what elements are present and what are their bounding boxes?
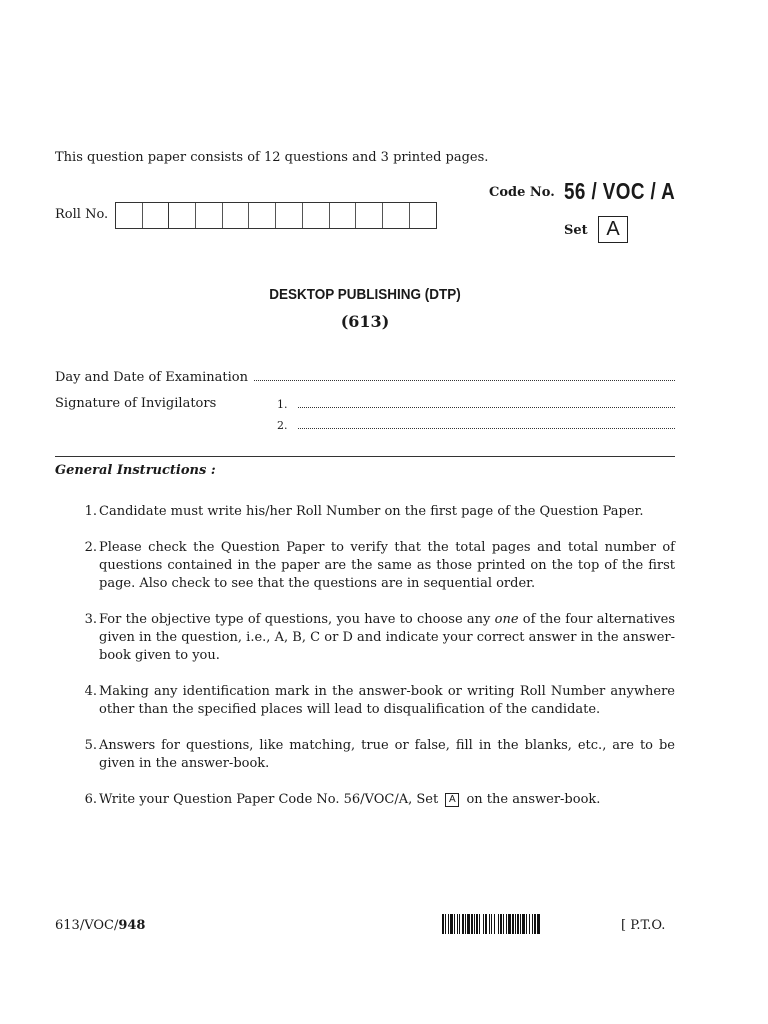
instruction-item [55,539,675,593]
instruction-text-part: For the objective type of questions, you have to choose any [99,612,495,627]
instruction-text [99,791,675,809]
instruction-number: 1. [84,504,97,519]
exam-date-row [55,368,675,385]
pto-label: [ P.T.O. [621,918,666,933]
instruction-text: Candidate must write his/her Roll Number on the first page of the Question Paper. [99,504,644,519]
roll-number-cell[interactable] [169,203,196,228]
roll-number-cell[interactable] [143,203,170,228]
instruction-text [99,611,675,665]
footer-code-number: 948 [118,918,146,933]
invigilator-2-num: 2. [277,419,288,432]
subject-title: DESKTOP PUBLISHING (DTP) [269,286,461,303]
general-instructions-heading: General Instructions : [55,463,216,478]
code-label: Code No. [489,185,555,200]
set-box: A [598,216,628,243]
exam-date-field[interactable] [254,368,675,381]
invigilator-2-field[interactable] [298,419,676,429]
footer-code-prefix: 613/VOC/ [55,918,119,933]
roll-number-cell[interactable] [116,203,143,228]
subject-code: (613) [340,312,390,331]
instruction-text: Answers for questions, like matching, true or false, fill in the blanks, etc., are to be given in the answer-book. [99,738,675,771]
instruction-number: 5. [84,738,97,753]
invigilator-1-num: 1. [277,398,288,411]
roll-number-cell[interactable] [276,203,303,228]
instruction-text-part: of the four alternatives given in the question, i.e., A, B, C or D and indicate your correct answer in the answer-book given to you. [99,612,675,663]
paper-intro: This question paper consists of 12 questions and 3 printed pages. [55,150,489,165]
instruction-number: 2. [84,540,97,555]
invigilator-2-row [277,419,675,432]
roll-number-cell[interactable] [383,203,410,228]
roll-number-cell[interactable] [330,203,357,228]
paper-code: 56 / VOC / A [564,178,676,204]
roll-number-cell[interactable] [196,203,223,228]
invigilators-label: Signature of Invigilators [55,396,217,411]
exam-date-label: Day and Date of Examination [55,370,248,385]
instruction-item [55,737,675,773]
footer-paper-code [55,918,145,933]
instruction-number: 3. [84,612,97,627]
roll-number-boxes[interactable] [115,202,437,229]
roll-number-cell[interactable] [223,203,250,228]
invigilator-1-field[interactable] [298,398,676,408]
roll-number-cell[interactable] [410,203,437,228]
invigilator-1-row [277,398,675,411]
roll-number-cell[interactable] [249,203,276,228]
instruction-item [55,611,675,665]
roll-number-cell[interactable] [303,203,330,228]
divider [55,456,675,457]
instruction-number: 6. [84,792,97,807]
instruction-text: Making any identification mark in the answer-book or writing Roll Number anywhere other than the specified places will lead to disqualification of the candidate. [99,684,675,717]
instruction-text-part: on the answer-book. [462,792,601,807]
instructions-list [55,503,675,827]
instruction-item [55,791,675,809]
instruction-item [55,503,675,521]
barcode-bar [540,914,541,934]
roll-label: Roll No. [55,207,109,222]
instruction-number: 4. [84,684,97,699]
instruction-text-part: Write your Question Paper Code No. 56/VOC/A, Set [99,792,443,807]
instruction-text: Please check the Question Paper to verify that the total pages and total number of questions contained in the paper are the same as those printed on the top of the first page. Also check to see that the questions are in sequential order. [99,540,675,591]
instruction-emphasis: one [494,612,519,627]
set-box-inline: A [445,793,459,807]
instruction-item [55,683,675,719]
barcode [442,914,612,934]
roll-number-cell[interactable] [356,203,383,228]
set-label: Set [564,223,588,238]
